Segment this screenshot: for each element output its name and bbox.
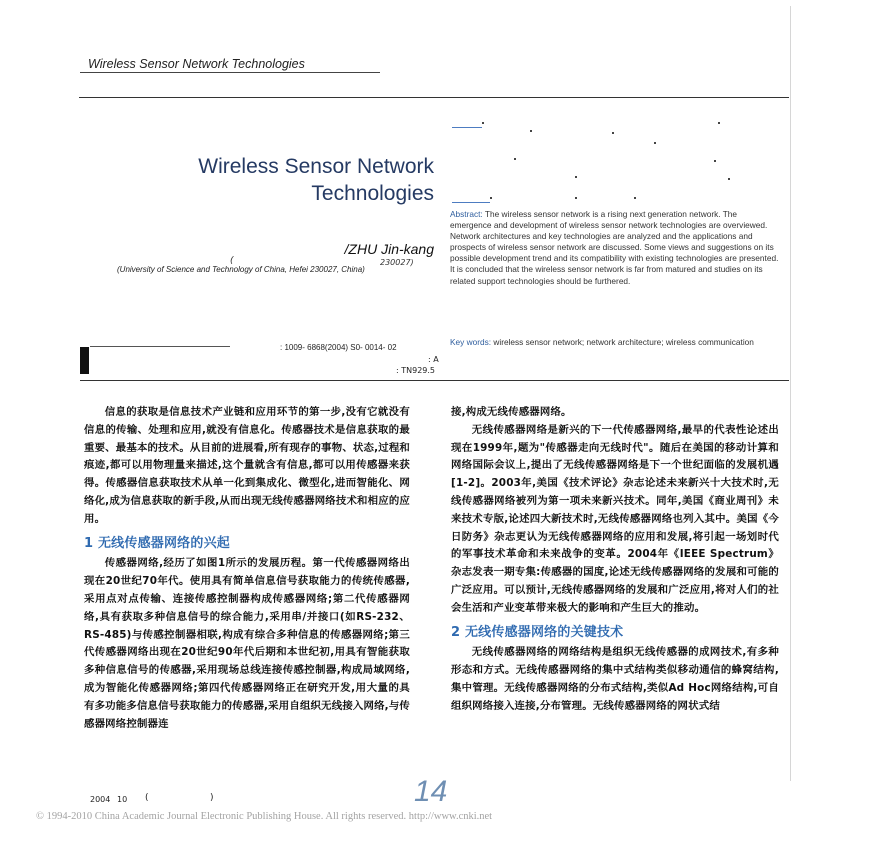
clc-number: : TN929.5 — [396, 366, 436, 375]
dot-mark — [612, 132, 614, 134]
page-edge — [790, 6, 791, 781]
dot-mark — [714, 160, 716, 162]
affiliation-english: (University of Science and Technology of China, Hefei 230027, China) — [117, 265, 365, 274]
affiliation-open-paren: ( — [230, 256, 234, 266]
right-column — [451, 404, 779, 716]
continued-paragraph: 接,构成无线传感器网络。 — [451, 406, 572, 418]
keywords-text: wireless sensor network; network architecture; wireless communication — [493, 337, 754, 347]
footer-paren-open: ( — [145, 793, 149, 803]
dot-mark — [514, 158, 516, 160]
footer-paren-close: ) — [210, 793, 214, 803]
section-marker-bar — [80, 347, 89, 374]
history-paragraph: 无线传感器网络是新兴的下一代传感器网络,最早的代表性论述出现在1999年,题为"传感器走向无线时代"。随后在美国的移动计算和网络国际会议上,提出了无线传感器网络是下一个世纪面临的发展机遇[1-2]。2003年,美国《技术评论》杂志论述未来新兴十大技术时,无线传感器网络被列为第一项未来新兴技术。同年,美国《商业周刊》未来技术专版,论述四大新技术时,无线传感器网络也列入其中。美国《今日防务》杂志更认为无线传感器网络的应用和发展,将引起一场划时代的军事技术革命和未来战争的变革。2004年《IEEE Spectrum》杂志发表一期专集:传感器的国度,论述无线传感器网络的发展和可能的广泛应用。可以预计,无线传感器网络的发展和广泛应用,将对人们的社会生活和产业变革带来极大的影响和产生巨大的推动。 — [451, 423, 779, 614]
dot-mark — [718, 122, 720, 124]
section-1-paragraph: 传感器网络,经历了如图1所示的发展历程。第一代传感器网络出现在20世纪70年代。使用具有简单信息信号获取能力的传统传感器,采用点对点传输、连接传感控制器构成传感器网络;第二代传感器网络,具有获取多种信息信号的综合能力,采用串/并接口(如RS-232、RS-485)与传感控制器相联,构成有综合多种信息的传感器网络;第三代传感器网络出现在20世纪90年代后期和本世纪初,用具有智能获取多种信息信号的传感器,采用现场总线连接传感控制器,构成局域网络,成为智能化传感器网络;第四代传感器网络正在研究开发,用大量的具有多功能多信息信号获取能力的传感器,采用自组织无线接入网络,与传感器网络控制器连 — [84, 557, 411, 730]
abstract-text: The wireless sensor network is a rising next generation network. The emergence and development of wireless sensor network technologies are overviewed. Network architectures and key technologies are analyzed and the applications and prospects of wireless sensor network are discussed. Some views and suggestions on its possible development trend and its compatibility with existing technologies are presented. It is concluded that the wireless sensor network is far from matured and studies on its related support technologies should be furthered. — [450, 209, 779, 286]
dot-mark — [575, 197, 577, 199]
code-rule — [90, 346, 230, 347]
body-rule — [80, 380, 789, 381]
abstract — [450, 209, 780, 287]
left-column — [84, 404, 410, 733]
page-number: 14 — [414, 775, 448, 808]
dot-mark — [575, 176, 577, 178]
copyright-watermark: © 1994-2010 China Academic Journal Electronic Publishing House. All rights reserved. http://www.cnki.net — [36, 811, 493, 822]
abstract-label: Abstract: — [450, 209, 483, 219]
document-category: : A — [428, 355, 439, 364]
author-name: /ZHU Jin-kang — [344, 241, 434, 257]
affiliation-zip: 230027) — [380, 258, 414, 267]
top-rule — [79, 97, 789, 98]
footer-year: 2004 — [90, 795, 111, 804]
keywords — [450, 337, 780, 348]
dot-mark — [482, 122, 484, 124]
section-2-heading: 2 无线传感器网络的关键技术 — [451, 624, 624, 640]
dot-mark — [490, 197, 492, 199]
section-2-paragraph: 无线传感器网络的网络结构是组织无线传感器的成网技术,有多种形态和方式。无线传感器网络的集中式结构类似移动通信的蜂窝结构,集中管理。无线传感器网络的分布式结构,类似Ad Hoc网络结构,可自组织网络接入连接,分布管理。无线传感器网络的网状式结 — [451, 646, 779, 712]
title-line-2: Technologies — [311, 182, 434, 205]
dot-mark — [728, 178, 730, 180]
document-code: : 1009- 6868(2004) S0- 0014- 02 — [280, 343, 397, 352]
header-underline — [80, 72, 380, 73]
cn-keywords-label-underline — [452, 202, 490, 203]
footer-issue: 10 — [117, 795, 128, 804]
keywords-label: Key words: — [450, 337, 492, 347]
section-1-heading: 1 无线传感器网络的兴起 — [84, 535, 230, 551]
dot-mark — [654, 142, 656, 144]
article-title — [150, 153, 434, 207]
dot-mark — [634, 197, 636, 199]
running-header: Wireless Sensor Network Technologies — [88, 57, 305, 71]
intro-paragraph: 信息的获取是信息技术产业链和应用环节的第一步,没有它就没有信息的传输、处理和应用,就没有信息化。传感器技术是信息获取的最重要、最基本的技术。从目前的进展看,所有现存的事物、状态,过程和痕迹,都可以用物理量来描述,这个量就含有信息,都可以用传感器来获得。传感器信息获取技术从单一化到集成化、微型化,进而智能化、网络化,成为信息获取的新手段,从而出现无线传感器网络技术和相应的应用。 — [84, 406, 411, 525]
dot-mark — [530, 130, 532, 132]
title-line-1: Wireless Sensor Network — [198, 155, 434, 178]
cn-abstract-label-underline — [452, 127, 482, 128]
